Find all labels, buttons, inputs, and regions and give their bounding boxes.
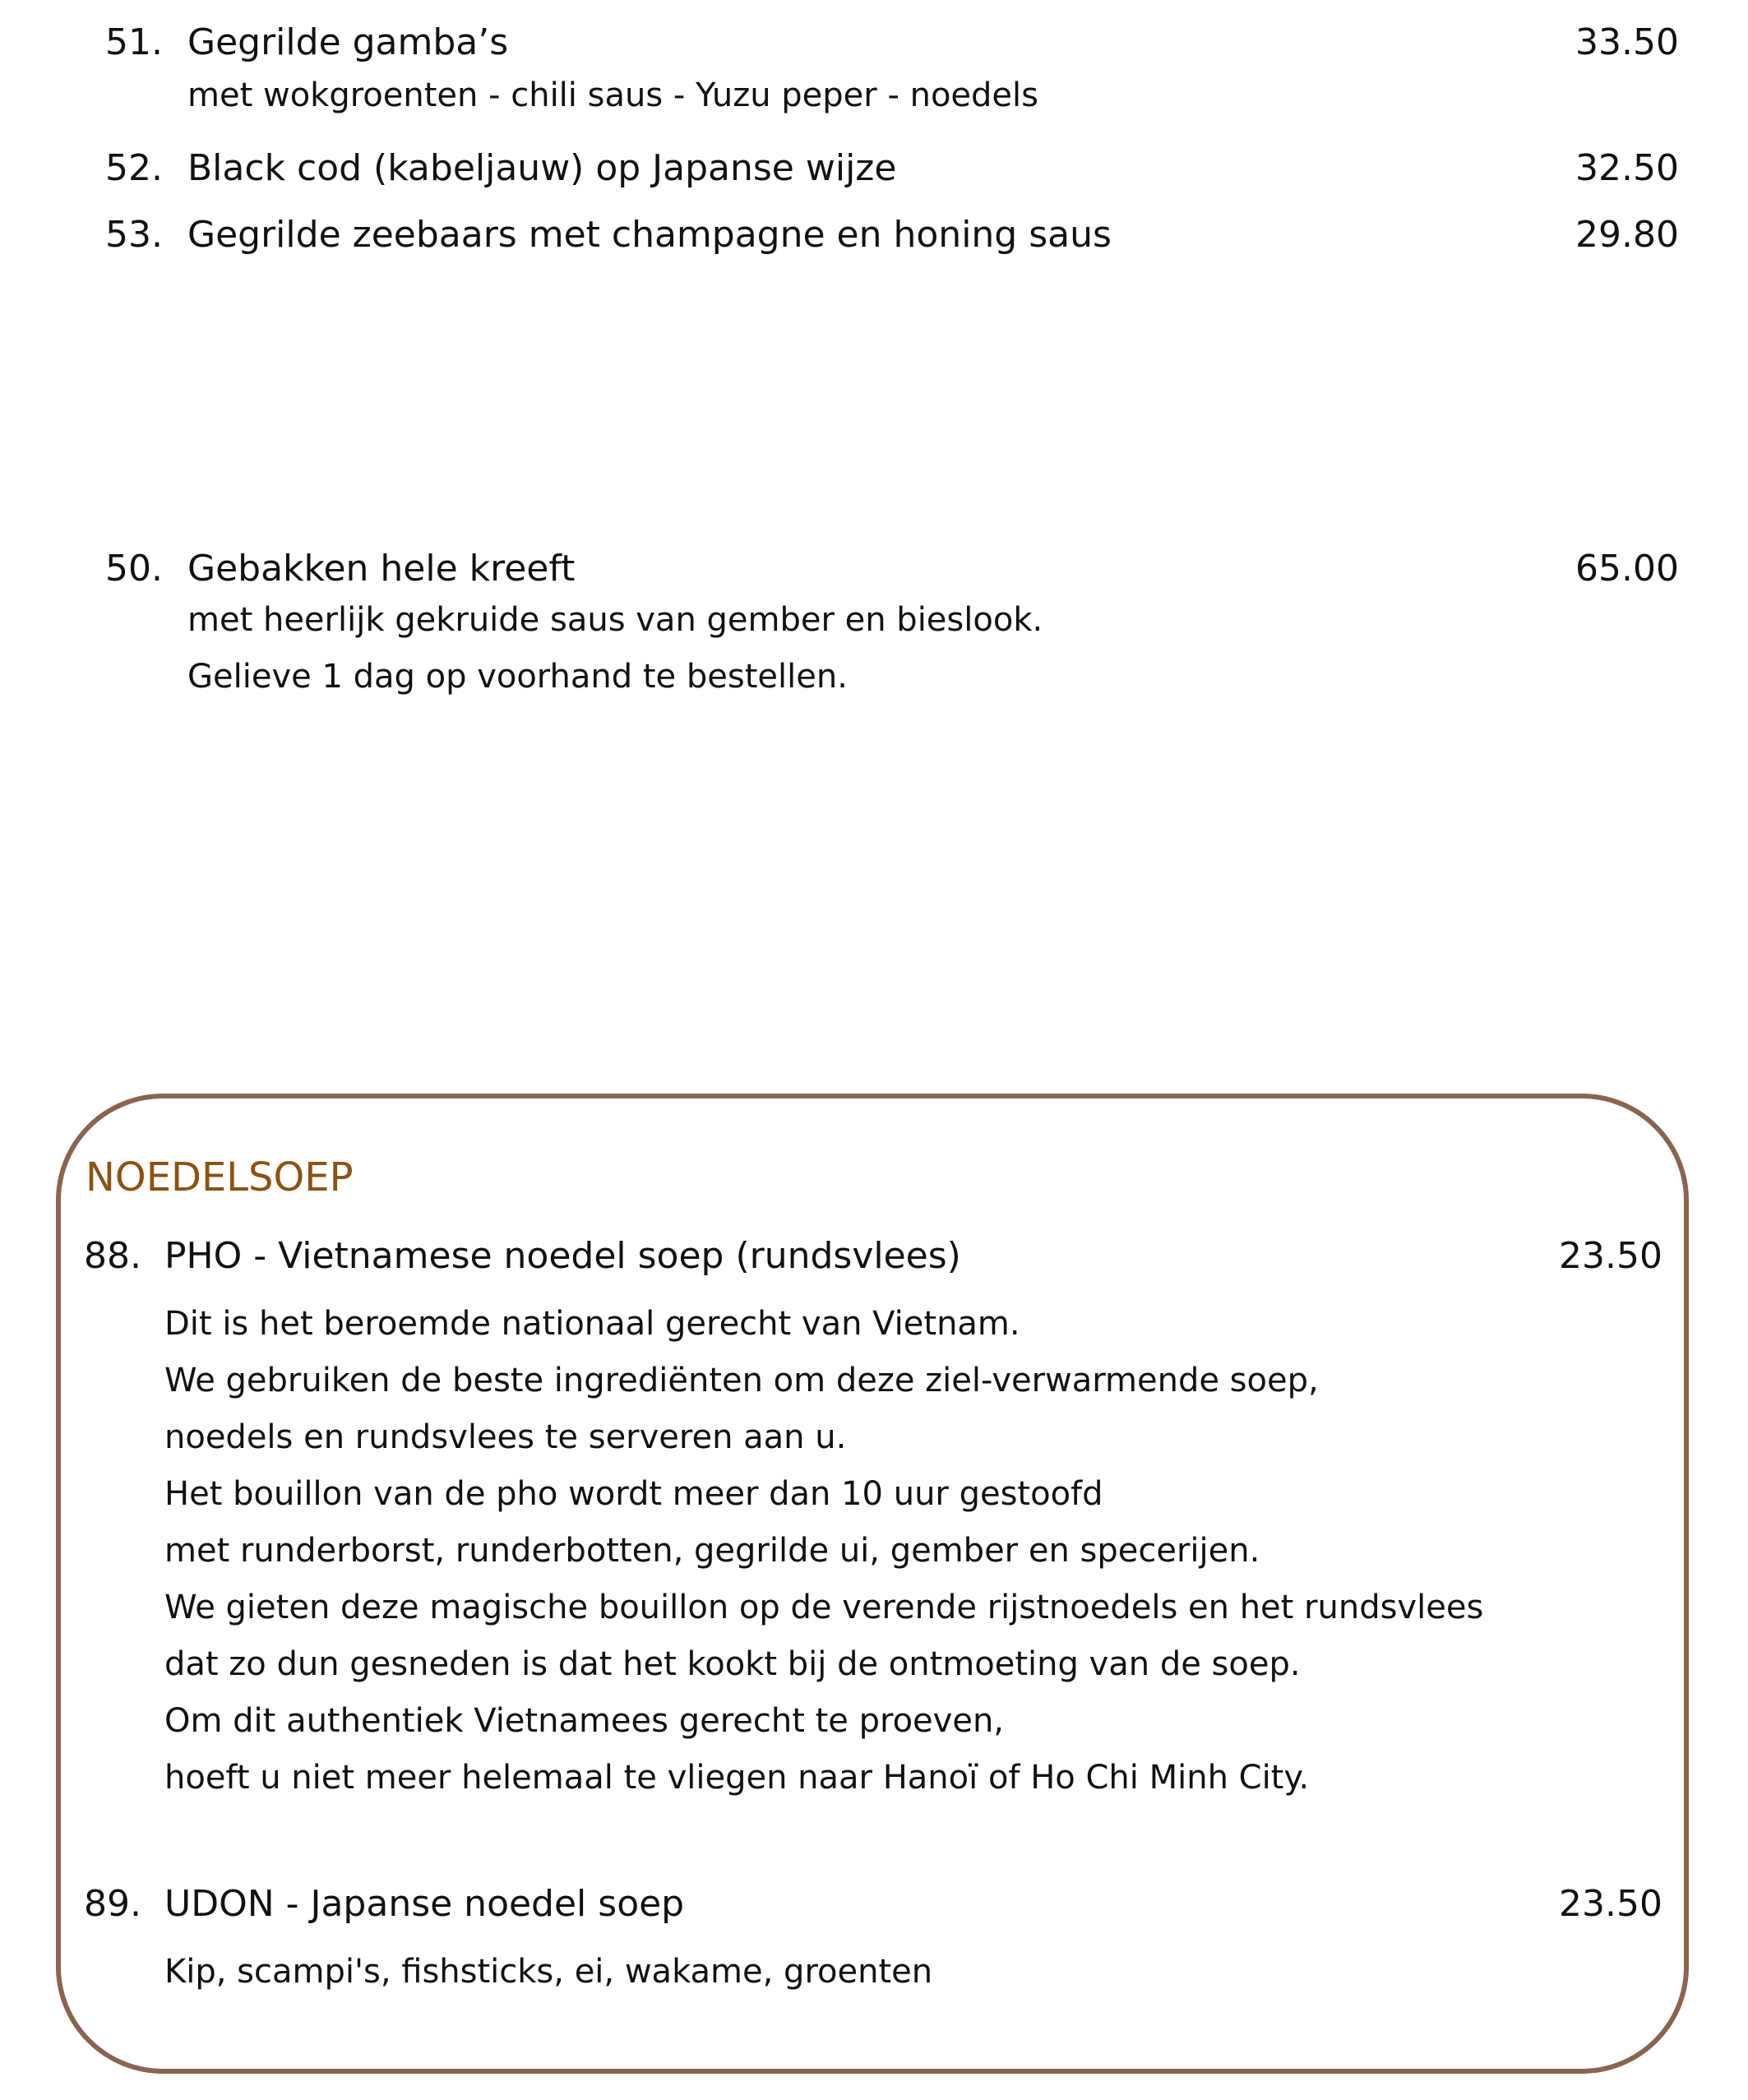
item-price: 29.80 <box>1575 214 1679 256</box>
item-description-line: Om dit authentiek Vietnamees gerecht te proeven, <box>164 1702 1005 1740</box>
item-number: 53. <box>105 214 163 256</box>
section-title: NOEDELSOEP <box>86 1154 354 1200</box>
item-number: 88. <box>84 1235 141 1277</box>
item-name: Black cod (kabeljauw) op Japanse wijze <box>187 147 897 189</box>
item-price: 23.50 <box>1559 1883 1662 1925</box>
item-name: Gegrilde gamba’s <box>187 21 509 63</box>
item-price: 33.50 <box>1575 21 1679 63</box>
item-name: PHO - Vietnamese noedel soep (rundsvlees) <box>164 1235 961 1277</box>
item-description-line: met runderborst, runderbotten, gegrilde ui, gember en specerijen. <box>164 1532 1260 1570</box>
item-description-line: noedels en rundsvlees te serveren aan u. <box>164 1418 847 1456</box>
item-description-line: met heerlijk gekruide saus van gember en bieslook. <box>187 601 1043 639</box>
item-number: 50. <box>105 548 163 590</box>
item-description-line: Kip, scampi's, fishsticks, ei, wakame, groenten <box>164 1953 933 1991</box>
item-description-line: met wokgroenten - chili saus - Yuzu peper - noedels <box>187 76 1038 114</box>
item-name: Gebakken hele kreeft <box>187 548 576 590</box>
item-name: UDON - Japanse noedel soep <box>164 1883 685 1925</box>
item-number: 89. <box>84 1883 141 1925</box>
item-number: 52. <box>105 147 163 189</box>
item-price: 23.50 <box>1559 1235 1662 1277</box>
item-description-line: Dit is het beroemde nationaal gerecht van Vietnam. <box>164 1305 1020 1343</box>
item-description-line: dat zo dun gesneden is dat het kookt bij de ontmoeting van de soep. <box>164 1645 1301 1683</box>
item-description-line: We gieten deze magische bouillon op de verende rijstnoedels en het rundsvlees <box>164 1589 1484 1626</box>
item-description-line: We gebruiken de beste ingrediënten om deze ziel-verwarmende soep, <box>164 1362 1319 1399</box>
item-description-line: Het bouillon van de pho wordt meer dan 10 uur gestoofd <box>164 1475 1103 1513</box>
item-price: 65.00 <box>1575 548 1679 590</box>
item-description-line: hoeft u niet meer helemaal te vliegen naar Hanoï of Ho Chi Minh City. <box>164 1759 1310 1797</box>
item-price: 32.50 <box>1575 147 1679 189</box>
item-description-line: Gelieve 1 dag op voorhand te bestellen. <box>187 658 848 696</box>
item-number: 51. <box>105 21 163 63</box>
item-name: Gegrilde zeebaars met champagne en honing saus <box>187 214 1112 256</box>
